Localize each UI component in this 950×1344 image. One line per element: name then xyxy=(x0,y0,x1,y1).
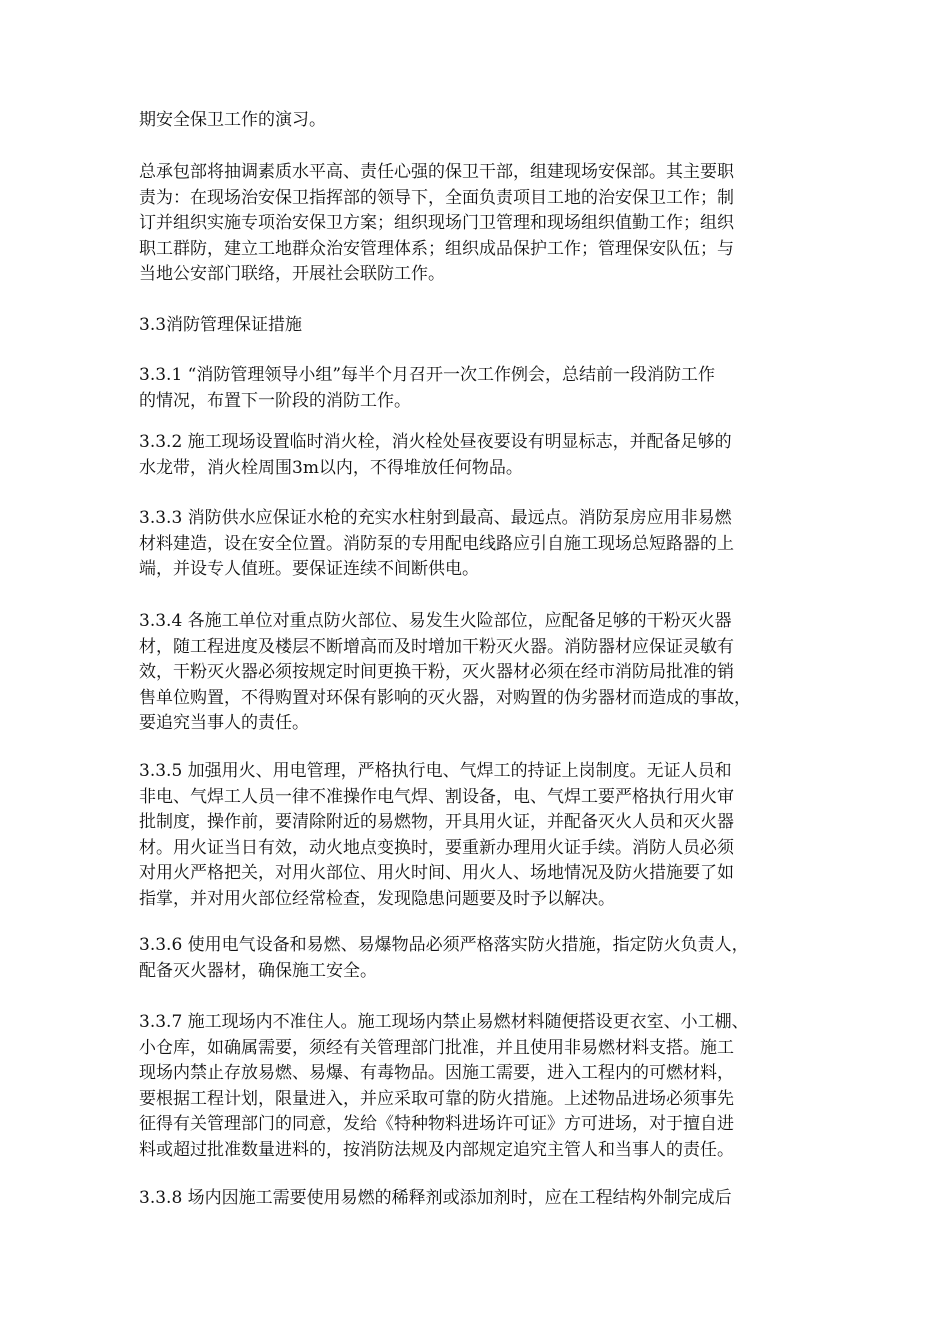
text-line: 材，随工程进度及楼层不断增高而及时增加干粉灭火器。消防器材应保证灵敏有 xyxy=(139,636,734,657)
paragraph xyxy=(139,160,734,288)
text-line: 材。用火证当日有效，动火地点变换时，要重新办理用火证手续。消防人员必须 xyxy=(139,837,734,858)
section-heading xyxy=(139,313,302,339)
paragraph xyxy=(139,108,326,134)
paragraph xyxy=(139,933,749,984)
text-line: 3.3.2 施工现场设置临时消火栓，消火栓处昼夜要设有明显标志，并配备足够的 xyxy=(139,432,732,452)
text-line: 小仓库，如确属需要，须经有关管理部门批准，并且使用非易燃材料支搭。施工 xyxy=(139,1037,734,1058)
text-line: 3.3.8 场内因施工需要使用易燃的稀释剂或添加剂时，应在工程结构外制完成后 xyxy=(139,1188,732,1208)
text-line: 3.3.6 使用电气设备和易燃、易爆物品必须严格落实防火措施，指定防火负责人， xyxy=(139,935,749,955)
text-line: 料或超过批准数量进料的，按消防法规及内部规定追究主管人和当事人的责任。 xyxy=(139,1139,734,1160)
text-line: 当地公安部门联络，开展社会联防工作。 xyxy=(139,264,445,284)
text-line: 职工群防，建立工地群众治安管理体系；组织成品保护工作；管理保安队伍；与 xyxy=(139,238,734,259)
text-line: 批制度，操作前，要清除附近的易燃物，开具用火证，并配备灭火人员和灭火器 xyxy=(139,812,734,832)
text-line: 3.3.1 “消防管理领导小组”每半个月召开一次工作例会，总结前一段消防工作 xyxy=(139,365,716,385)
text-line: 现场内禁止存放易燃、易爆、有毒物品。因施工需要，进入工程内的可燃材料， xyxy=(139,1063,734,1083)
text-line: 订并组织实施专项治安保卫方案；组织现场门卫管理和现场组织值勤工作；组织 xyxy=(139,213,734,233)
text-line: 的情况，布置下一阶段的消防工作。 xyxy=(139,390,411,411)
text-line: 责为：在现场治安保卫指挥部的领导下，全面负责项目工地的治安保卫工作；制 xyxy=(139,187,734,208)
text-line: 3.3消防管理保证措施 xyxy=(139,315,303,335)
text-line: 售单位购置，不得购置对环保有影响的灭火器，对购置的伪劣器材而造成的事故， xyxy=(139,687,751,708)
text-line: 指掌，并对用火部位经常检查，发现隐患问题要及时予以解决。 xyxy=(139,888,615,909)
text-line: 对用火严格把关，对用火部位、用火时间、用火人、场地情况及防火措施要了如 xyxy=(139,863,734,883)
paragraph xyxy=(139,430,732,481)
paragraph xyxy=(139,506,734,583)
text-line: 非电、气焊工人员一律不准操作电气焊、割设备，电、气焊工要严格执行用火审 xyxy=(139,786,734,807)
paragraph xyxy=(139,1010,749,1163)
text-line: 3.3.7 施工现场内不准住人。施工现场内禁止易燃材料随便搭设更衣室、小工棚、 xyxy=(139,1012,749,1032)
text-line: 效，干粉灭火器必须按规定时间更换干粉，灭火器材必须在经市消防局批准的销 xyxy=(139,662,734,682)
text-line: 水龙带，消火栓周围3m以内，不得堆放任何物品。 xyxy=(139,457,523,478)
text-line: 要追究当事人的责任。 xyxy=(139,713,309,733)
text-line: 期安全保卫工作的演习。 xyxy=(139,110,326,130)
text-line: 征得有关管理部门的同意，发给《特种物料进场许可证》方可进场，对于擅自进 xyxy=(139,1114,734,1134)
text-line: 3.3.3 消防供水应保证水枪的充实水柱射到最高、最远点。消防泵房应用非易燃 xyxy=(139,508,732,528)
text-line: 3.3.4 各施工单位对重点防火部位、易发生火险部位，应配备足够的干粉灭火器 xyxy=(139,611,732,631)
paragraph xyxy=(139,1186,732,1212)
text-line: 材料建造，设在安全位置。消防泵的专用配电线路应引自施工现场总短路器的上 xyxy=(139,533,734,554)
text-line: 3.3.5 加强用火、用电管理，严格执行电、气焊工的持证上岗制度。无证人员和 xyxy=(139,761,732,781)
paragraph xyxy=(139,609,751,737)
text-line: 总承包部将抽调素质水平高、责任心强的保卫干部，组建现场安保部。其主要职 xyxy=(139,162,734,182)
text-line: 端，并设专人值班。要保证连续不间断供电。 xyxy=(139,559,479,579)
text-line: 配备灭火器材，确保施工安全。 xyxy=(139,960,377,981)
paragraph xyxy=(139,363,715,414)
paragraph xyxy=(139,759,734,912)
text-line: 要根据工程计划，限量进入，并应采取可靠的防火措施。上述物品进场必须事先 xyxy=(139,1088,734,1109)
